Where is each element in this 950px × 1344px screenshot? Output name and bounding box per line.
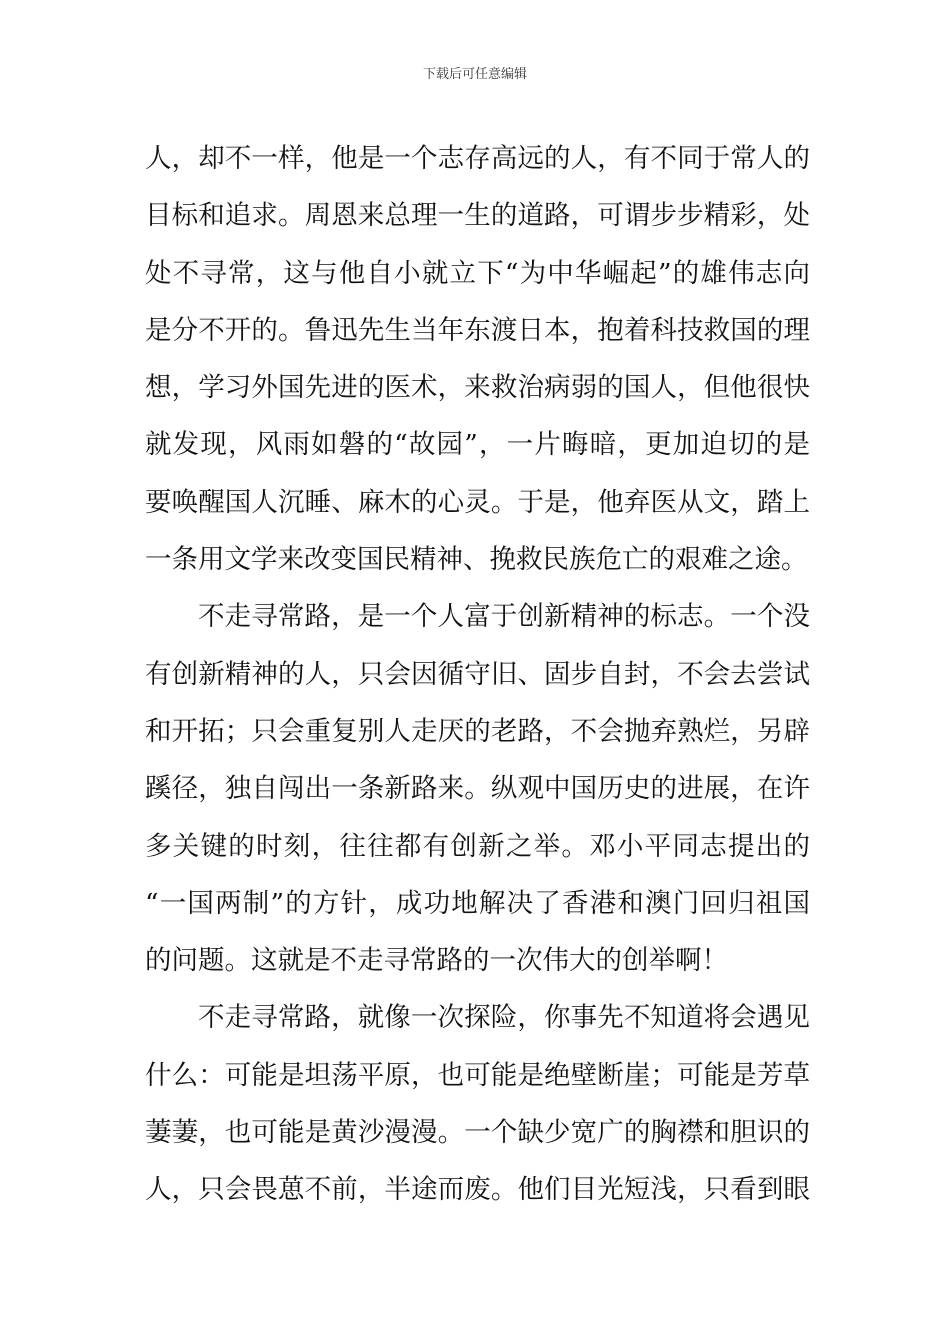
paragraph-2 xyxy=(145,588,810,989)
paragraph-3 xyxy=(145,989,810,1218)
text-line: “一国两制”的方针，成功地解决了香港和澳门回归祖国 xyxy=(145,887,810,919)
text-line: 多关键的时刻，往往都有创新之举。邓小平同志提出的 xyxy=(145,830,810,862)
text-line: 人，只会畏葸不前，半途而废。他们目光短浅，只看到眼 xyxy=(145,1174,810,1206)
text-line: 想，学习外国先进的医术，来救治病弱的国人，但他很快 xyxy=(145,372,810,404)
text-line: 目标和追求。周恩来总理一生的道路，可谓步步精彩，处 xyxy=(145,200,810,232)
text-line: 不走寻常路，就像一次探险，你事先不知道将会遇见 xyxy=(198,1002,810,1034)
text-line: 蹊径，独自闯出一条新路来。纵观中国历史的进展，在许 xyxy=(145,773,810,805)
text-line: 和开拓；只会重复别人走厌的老路，不会抛弃熟烂，另辟 xyxy=(145,715,810,747)
body-text xyxy=(145,130,810,1219)
text-line: 什么：可能是坦荡平原，也可能是绝壁断崖；可能是芳草 xyxy=(145,1059,810,1091)
text-line: 萋萋，也可能是黄沙漫漫。一个缺少宽广的胸襟和胆识的 xyxy=(145,1117,810,1149)
text-line: 有创新精神的人，只会因循守旧、固步自封，不会去尝试 xyxy=(145,658,810,690)
text-line: 不走寻常路，是一个人富于创新精神的标志。一个没 xyxy=(198,601,810,633)
text-line: 的问题。这就是不走寻常路的一次伟大的创举啊！ xyxy=(145,945,728,977)
text-line: 人，却不一样，他是一个志存高远的人，有不同于常人的 xyxy=(145,143,810,174)
paragraph-1 xyxy=(145,130,810,588)
page-header: 下载后可任意编辑 xyxy=(422,67,527,82)
text-line: 是分不开的。鲁迅先生当年东渡日本，抱着科技救国的理 xyxy=(145,314,810,346)
text-line: 处不寻常，这与他自小就立下“为中华崛起”的雄伟志向 xyxy=(145,257,810,289)
text-line: 一条用文学来改变国民精神、挽救民族危亡的艰难之途。 xyxy=(145,544,808,576)
text-line: 就发现，风雨如磐的“故园”，一片晦暗，更加迫切的是 xyxy=(145,429,810,461)
text-line: 要唤醒国人沉睡、麻木的心灵。于是，他弃医从文，踏上 xyxy=(145,486,810,518)
